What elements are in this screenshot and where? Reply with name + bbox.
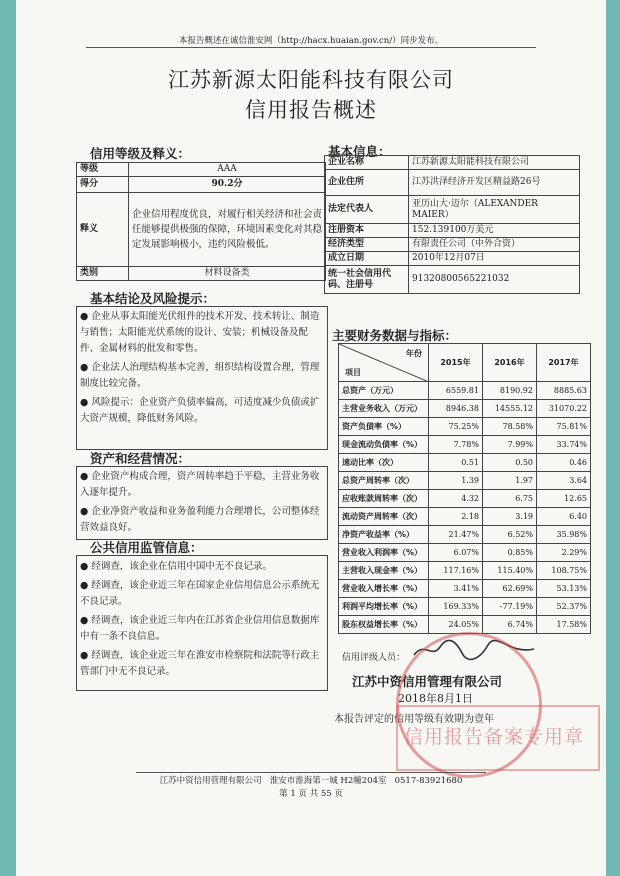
credit-score-value: 90.2分 (129, 177, 326, 193)
supervision-item: ● 经调查，该企业近三年在国家企业信用信息公示系统无不良记录。 (80, 580, 320, 607)
financial-row (339, 580, 591, 598)
conclusion-item: ● 风险提示：企业资产负债率偏高，可适度减少负债或扩大资产规模，降低财务风险。 (80, 397, 320, 424)
document-title: 信用报告概述 (245, 98, 377, 122)
financial-row (339, 436, 591, 454)
financial-row (339, 400, 591, 418)
conclusion-item: ● 企业从事太阳能光伏组件的技术开发、技术转让、制造与销售；太阳能光伏系统的设计、安装；机械设备及配件、金属材料的批发和零售。 (80, 311, 320, 354)
financial-item-label: 净资产收益率（%） (339, 526, 429, 544)
supervision-item: ● 经调查，该企业近三年在淮安市检察院和法院等行政主管部门中无不良记录。 (80, 650, 320, 677)
financial-value: 6.07% (429, 544, 483, 562)
financial-value: 35.98% (537, 526, 591, 544)
page-number: 第 1 页 共 55 页 (279, 789, 343, 799)
basic-legal-rep: 亚历山大·迈尔（ALEXANDER MAIER） (409, 196, 580, 224)
financial-value: 8885.63 (537, 382, 591, 400)
financial-value: 8190.92 (483, 382, 537, 400)
financial-item-label: 营业收入增长率（%） (339, 580, 429, 598)
bullet-icon: ● (80, 650, 92, 661)
credit-label-score: 得分 (77, 177, 129, 193)
financial-row (339, 472, 591, 490)
financial-value: 3.41% (429, 580, 483, 598)
credit-label-category: 类别 (77, 267, 129, 281)
bullet-icon: ● (80, 471, 92, 482)
financial-corner-cell (339, 344, 429, 382)
financial-item-label: 主营业务收入（万元） (339, 400, 429, 418)
financial-item-label: 总资产周转率（次） (339, 472, 429, 490)
financial-item-label: 利润平均增长率（%） (339, 598, 429, 616)
bullet-icon: ● (80, 615, 92, 626)
conclusion-item: ● 企业法人治理结构基本完善，组织结构设置合理，管理制度比较完备。 (80, 362, 320, 389)
credit-level-value: AAA (129, 163, 326, 177)
financial-value: 7.99% (483, 436, 537, 454)
financial-value: 17.58% (537, 616, 591, 634)
basic-address: 江苏洪泽经济开发区精益路26号 (409, 170, 580, 196)
basic-label-capital: 注册资本 (325, 224, 409, 238)
financial-value: 4.32 (429, 490, 483, 508)
financial-row (339, 616, 591, 634)
financial-value: 6.74% (483, 616, 537, 634)
financial-item-label: 流动资产周转率（次） (339, 508, 429, 526)
footer-address: 淮安市淮海第一城 H2幢204室 (269, 776, 387, 786)
financial-value: 2.18 (429, 508, 483, 526)
basic-label-address: 企业住所 (325, 170, 409, 196)
footer-contact (16, 774, 606, 786)
footer-phone: 0517-83921680 (394, 776, 463, 786)
financial-row (339, 544, 591, 562)
report-page (16, 0, 606, 876)
financial-value: 3.19 (483, 508, 537, 526)
credit-explain-value: 企业信用程度优良，对履行相关经济和社会责任能够提供极强的保障，环境因素变化对其稳定发展影响极小，违约风险极低。 (129, 193, 326, 267)
basic-info-heading: 基本信息： (328, 144, 391, 159)
financial-row (339, 526, 591, 544)
basic-label-name: 企业名称 (325, 156, 409, 170)
financial-value: 8946.38 (429, 400, 483, 418)
financial-value: 62.69% (483, 580, 537, 598)
company-title: 江苏新源太阳能科技有限公司 (168, 68, 454, 92)
basic-info-table (324, 155, 580, 294)
financial-value: 3.64 (537, 472, 591, 490)
financial-value: 0.50 (483, 454, 537, 472)
rating-org: 江苏中资信用管理有限公司 (352, 674, 503, 689)
financial-value: 52.37% (537, 598, 591, 616)
bullet-icon: ● (80, 580, 92, 591)
supervision-item: ● 经调查，该企业在信用中国中无不良记录。 (80, 561, 272, 572)
filing-seal-text: 信用报告备案专用章 (404, 726, 585, 748)
financial-row (339, 418, 591, 436)
financial-value: 115.40% (483, 562, 537, 580)
assessor-label: 信用评级人员： (342, 653, 406, 663)
financial-value: -77.19% (483, 598, 537, 616)
credit-rating-table (76, 162, 326, 281)
financial-item-label: 营业收入利润率（%） (339, 544, 429, 562)
basic-label-type: 经济类型 (325, 238, 409, 252)
supervision-heading: 公共信用监管信息： (90, 540, 203, 555)
bullet-icon: ● (80, 362, 92, 373)
financial-value: 24.05% (429, 616, 483, 634)
financial-table (338, 343, 591, 634)
financial-row (339, 598, 591, 616)
financial-item-label: 速动比率（次） (339, 454, 429, 472)
financial-item-label: 资产负债率（%） (339, 418, 429, 436)
footer-company: 江苏中资信用管理有限公司 (159, 776, 262, 786)
financial-heading: 主要财务数据与指标： (332, 328, 458, 343)
financial-row (339, 562, 591, 580)
financial-value: 1.97 (483, 472, 537, 490)
year-header: 2017年 (537, 344, 591, 382)
basic-label-credit-code: 统一社会信用代码、注册号 (325, 266, 409, 294)
financial-value: 117.16% (429, 562, 483, 580)
financial-value: 169.33% (429, 598, 483, 616)
supervision-box (76, 555, 328, 691)
conclusions-heading: 基本结论及风险提示： (90, 291, 216, 306)
basic-company-name: 江苏新源太阳能科技有限公司 (409, 156, 580, 170)
corner-year-label: 年份 (406, 349, 422, 358)
credit-label-level: 等级 (77, 163, 129, 177)
operations-heading: 资产和经营情况： (90, 451, 191, 466)
financial-value: 6.40 (537, 508, 591, 526)
year-header: 2015年 (429, 344, 483, 382)
financial-item-label: 主营收入现金率（%） (339, 562, 429, 580)
publish-notice: 本报告概述在诚信淮安网（http://hacx.huaian.gov.cn/）同步发布。 (178, 36, 444, 46)
basic-label-founded: 成立日期 (325, 252, 409, 266)
bullet-icon: ● (80, 397, 92, 408)
corner-item-label: 项目 (345, 368, 361, 377)
report-date: 2018年8月1日 (398, 692, 473, 705)
financial-value: 6.52% (483, 526, 537, 544)
basic-founded: 2010年12月07日 (409, 252, 580, 266)
financial-value: 14555.12 (483, 400, 537, 418)
validity-note: 本报告评定的信用等级有效期为壹年 (334, 714, 494, 725)
bullet-icon: ● (80, 561, 92, 572)
financial-value: 75.81% (537, 418, 591, 436)
financial-value: 12.65 (537, 490, 591, 508)
financial-row (339, 454, 591, 472)
financial-item-label: 总资产（万元） (339, 382, 429, 400)
basic-credit-code: 91320800565221032 (409, 266, 580, 294)
financial-value: 7.78% (429, 436, 483, 454)
financial-item-label: 应收账款周转率（次） (339, 490, 429, 508)
financial-value: 6559.81 (429, 382, 483, 400)
financial-item-label: 股东权益增长率（%） (339, 616, 429, 634)
header-rule (86, 47, 536, 48)
financial-value: 75.25% (429, 418, 483, 436)
bullet-icon: ● (80, 506, 92, 517)
conclusions-box (76, 306, 328, 450)
financial-value: 53.13% (537, 580, 591, 598)
supervision-item: ● 经调查，该企业近三年内在江苏省企业信用信息数据库中有一条不良信息。 (80, 615, 320, 642)
financial-value: 2.29% (537, 544, 591, 562)
financial-value: 108.75% (537, 562, 591, 580)
operations-item: ● 企业资产构成合理，资产周转率趋于平稳，主营业务收入逐年提升。 (80, 471, 320, 498)
financial-value: 21.47% (429, 526, 483, 544)
year-header: 2016年 (483, 344, 537, 382)
financial-item-label: 现金流动负债率（%） (339, 436, 429, 454)
financial-row (339, 382, 591, 400)
financial-value: 6.75 (483, 490, 537, 508)
financial-row (339, 490, 591, 508)
footer-rule (136, 772, 486, 773)
financial-value: 78.58% (483, 418, 537, 436)
financial-value: 0.46 (537, 454, 591, 472)
financial-value: 31070.22 (537, 400, 591, 418)
credit-category-value: 材料设备类 (129, 267, 326, 281)
basic-capital: 152.139100万美元 (409, 224, 580, 238)
financial-value: 0.85% (483, 544, 537, 562)
bullet-icon: ● (80, 311, 92, 322)
operations-box (76, 466, 328, 540)
credit-label-explain: 释义 (77, 193, 129, 267)
credit-rating-heading: 信用等级及释义： (90, 146, 191, 161)
operations-item: ● 企业净资产收益和业务盈利能力合理增长，公司整体经营效益良好。 (80, 506, 320, 533)
basic-type: 有限责任公司（中外合资） (409, 238, 580, 252)
financial-row (339, 508, 591, 526)
financial-value: 33.74% (537, 436, 591, 454)
financial-value: 0.51 (429, 454, 483, 472)
basic-label-legal-rep: 法定代表人 (325, 196, 409, 224)
financial-value: 1.39 (429, 472, 483, 490)
